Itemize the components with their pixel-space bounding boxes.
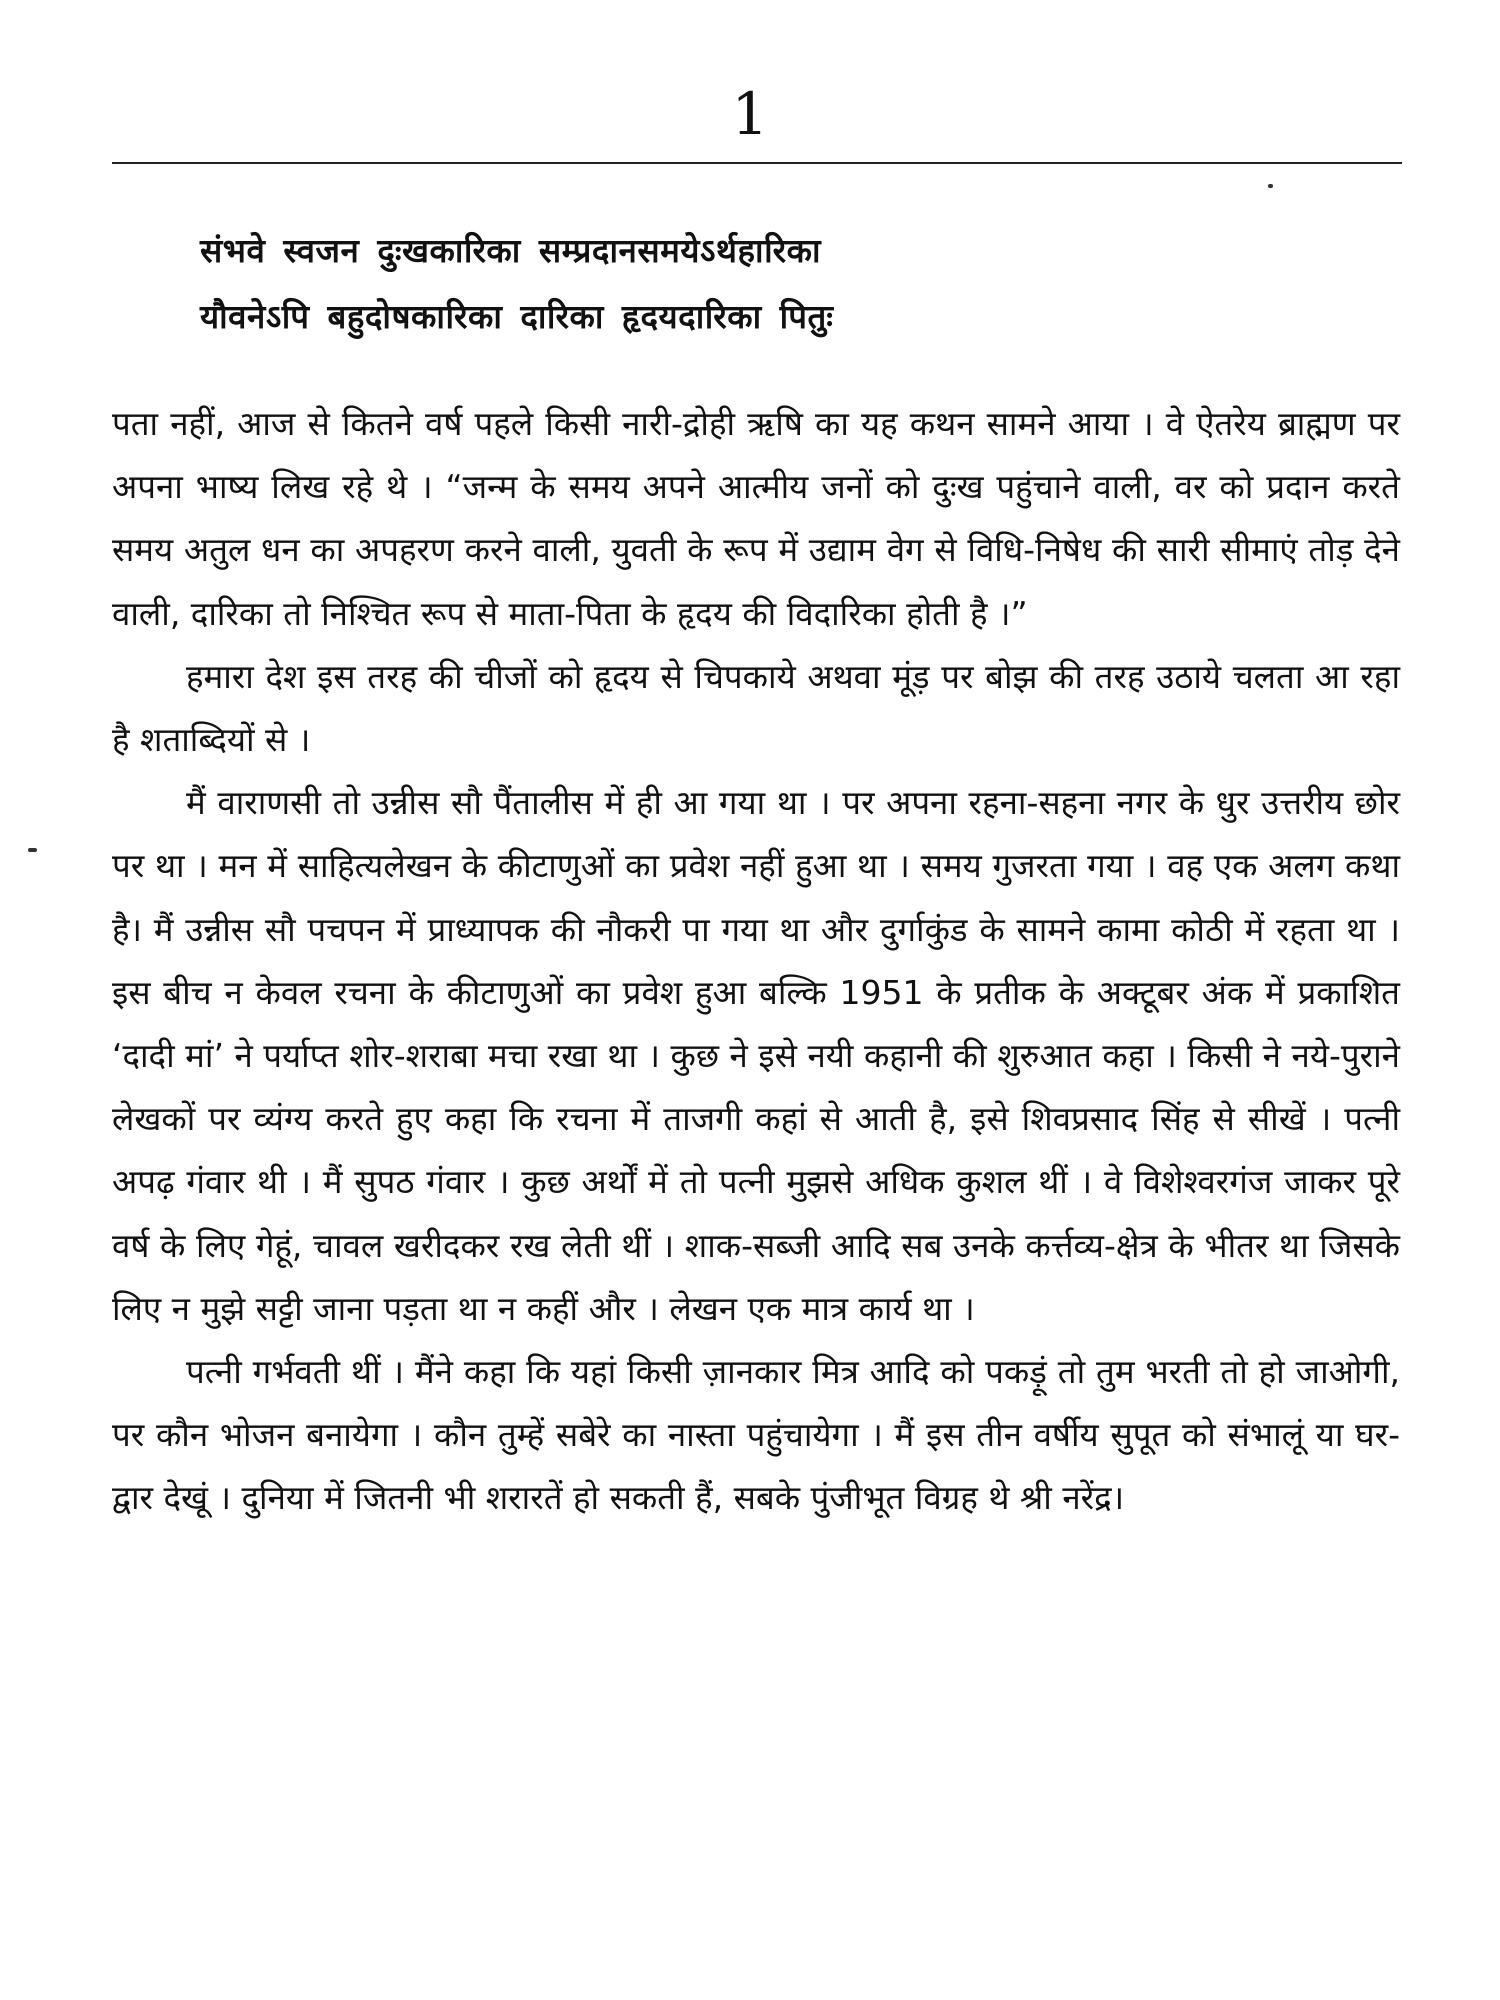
header-rule xyxy=(112,162,1402,164)
sanskrit-epigraph xyxy=(200,218,1320,350)
paragraph: हमारा देश इस तरह की चीजों को हृदय से चिपकाये अथवा मूंड़ पर बोझ की तरह उठाये चलता आ रहा है शताब्दियों से । xyxy=(112,656,1400,760)
epigraph-line: यौवनेऽपि बहुदोषकारिका दारिका हृदयदारिका पितुः xyxy=(200,297,834,336)
paragraph: पत्नी गर्भवती थीं । मैंने कहा कि यहां किसी ज़ानकार मित्र आदि को पकड़ूं तो तुम भरती तो हो जाओगी, पर कौन भोजन बनायेगा । कौन तुम्हें सबेरे का नास्ता पहुंचायेगा । मैं इस तीन वर्षीय सुपूत को संभालूं या घर-द्वार देखूं । दुनिया में जितनी भी शरारतें हो सकती हैं, सबके पुंजीभूत विग्रह थे श्री नरेंद्र। xyxy=(112,1352,1400,1518)
paragraph: मैं वाराणसी तो उन्नीस सौ पैंतालीस में ही आ गया था । पर अपना रहना-सहना नगर के धुर उत्तरीय छोर पर था । मन में साहित्यलेखन के कीटाणुओं का प्रवेश नहीं हुआ था । समय गुजरता गया । वह एक अलग कथा है। मैं उन्नीस सौ पचपन में प्राध्यापक की नौकरी पा गया था और दुर्गाकुंड के सामने कामा कोठी में रहता था । इस बीच न केवल रचना के कीटाणुओं का प्रवेश हुआ बल्कि 1951 के प्रतीक के अक्टूबर अंक में प्रकाशित ‘दादी मां’ ने पर्याप्त शोर-शराबा मचा रखा था । कुछ ने इसे नयी कहानी की शुरुआत कहा । किसी ने नये-पुराने लेखकों पर व्यंग्य करते हुए कहा कि रचना में ताजगी कहां से आती है, इसे शिवप्रसाद सिंह से सीखें । पत्नी अपढ़ गंवार थी । मैं सुपठ गंवार । कुछ अर्थों में तो पत्नी मुझसे अधिक कुशल थीं । वे विशेश्वरगंज जाकर पूरे वर्ष के लिए गेहूं, चावल खरीदकर रख लेती थीं । शाक-सब्जी आदि सब उनके कर्त्तव्य-क्षेत्र के भीतर था जिसके लिए न मुझे सट्टी जाना पड़ता था न कहीं और । लेखन एक मात्र कार्य था । xyxy=(112,783,1400,1328)
stray-ink-mark xyxy=(1268,184,1273,188)
paragraph: पता नहीं, आज से कितने वर्ष पहले किसी नारी-द्रोही ऋषि का यह कथन सामने आया । वे ऐतरेय ब्राह्मण पर अपना भाष्य लिख रहे थे । “जन्म के समय अपने आत्मीय जनों को दुःख पहुंचाने वाली, वर को प्रदान करते समय अतुल धन का अपहरण करने वाली, युवती के रूप में उद्याम वेग से विधि-निषेध की सारी सीमाएं तोड़ देने वाली, दारिका तो निश्चित रूप से माता-पिता के हृदय की विदारिका होती है ।” xyxy=(112,404,1400,633)
body-text xyxy=(112,392,1400,1530)
chapter-number: 1 xyxy=(731,80,769,148)
stray-ink-mark xyxy=(28,848,37,852)
epigraph-line: संभवे स्वजन दुःखकारिका सम्प्रदानसमयेऽर्थहारिका xyxy=(200,231,821,270)
